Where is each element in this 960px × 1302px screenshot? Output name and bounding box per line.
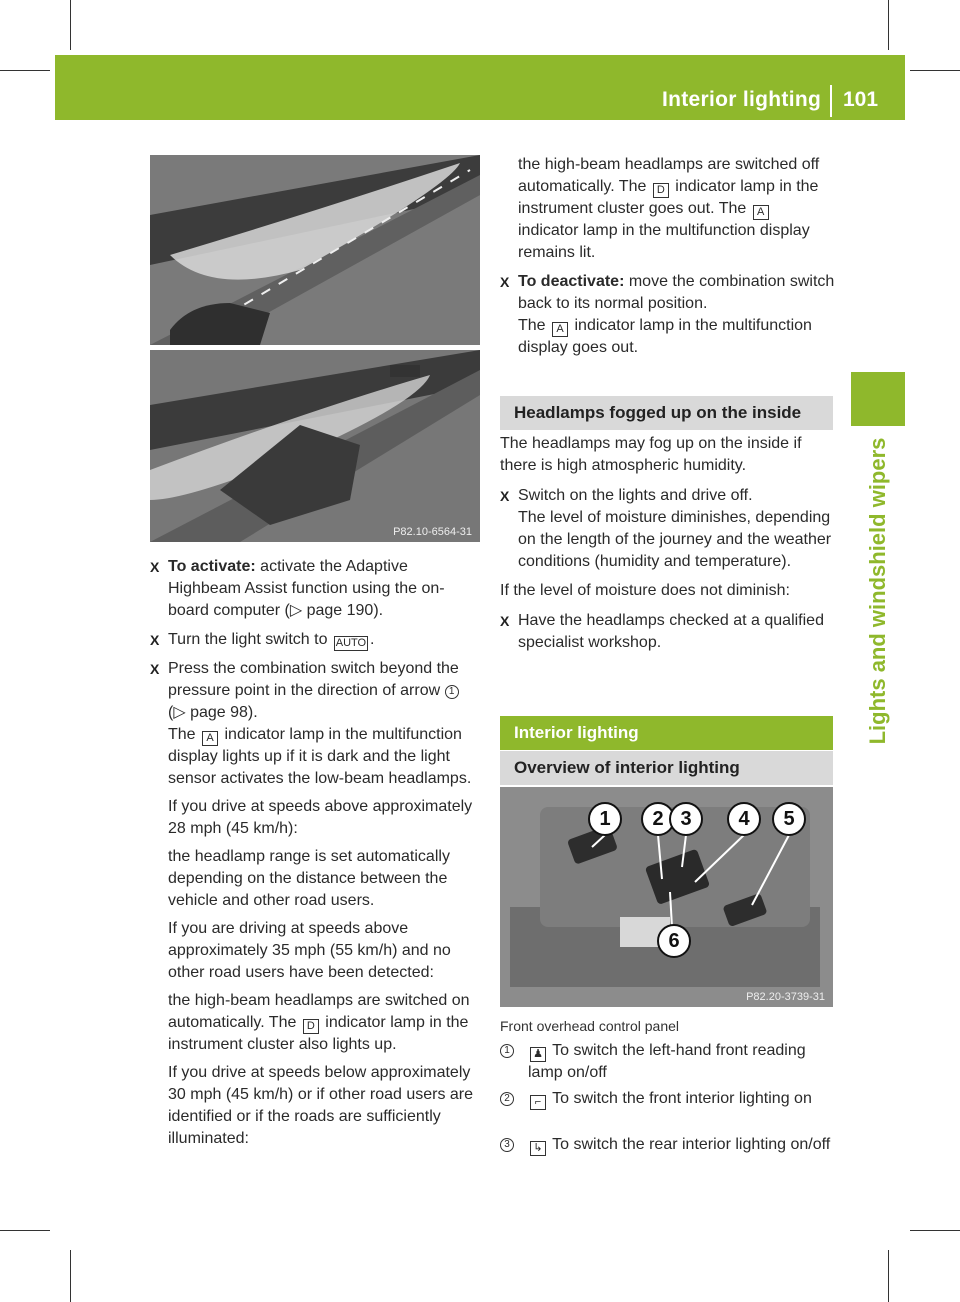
- rear-interior-light-icon: ↳: [530, 1141, 546, 1156]
- callout-5: 5: [772, 802, 806, 836]
- highbeam-assist-icon: A: [753, 205, 769, 220]
- crop-mark: [888, 1250, 889, 1302]
- step-arrow-icon: X: [500, 613, 510, 629]
- step-label: To deactivate:: [518, 273, 625, 290]
- callout-number: 1: [445, 685, 459, 699]
- highbeam-icon: D: [653, 183, 669, 198]
- left-column: [150, 556, 485, 1157]
- header-divider: [830, 85, 832, 117]
- legend-number: 3: [500, 1138, 514, 1152]
- legend-item: [500, 1088, 835, 1110]
- callout-6: 6: [657, 924, 691, 958]
- text: The: [168, 726, 196, 743]
- callout-3: 3: [669, 802, 703, 836]
- front-interior-light-icon: ⌐: [530, 1095, 546, 1110]
- crop-mark: [910, 70, 960, 71]
- figure-code: P82.20-3739-31: [746, 991, 825, 1003]
- step-text: Press the combination switch beyond the pressure point in the direction of arrow: [168, 660, 459, 699]
- step-light-switch: [150, 629, 485, 651]
- step-text: indicator lamp in the multifunction display lights up if it is dark and the light sensor activates the low-beam headlamps.: [168, 726, 472, 787]
- step-arrow-icon: X: [150, 661, 160, 677]
- step-text: Turn the light switch to: [168, 631, 328, 648]
- heading-overview: Overview of interior lighting: [500, 751, 833, 785]
- legend-text: To switch the left-hand front reading lamp on/off: [528, 1042, 806, 1081]
- legend-number: 2: [500, 1092, 514, 1106]
- highbeam-illustration-bottom: [150, 350, 480, 542]
- crop-mark: [910, 1230, 960, 1231]
- paragraph: indicator lamp in the instrument cluster goes out. The: [518, 178, 819, 217]
- step-arrow-icon: X: [150, 632, 160, 648]
- highbeam-illustration-top: [150, 155, 480, 345]
- step-arrow-icon: X: [150, 559, 160, 575]
- page-title: Interior lighting: [662, 88, 822, 111]
- legend-item: [500, 1134, 835, 1156]
- legend-item: [500, 1040, 835, 1084]
- text: The: [518, 317, 546, 334]
- step-arrow-icon: X: [500, 488, 510, 504]
- step-combination-switch: [150, 658, 485, 1150]
- step-switch-on-lights: [500, 485, 835, 573]
- heading-interior-lighting: Interior lighting: [500, 716, 833, 750]
- paragraph: If you drive at speeds above approximately 28 mph (45 km/h):: [168, 798, 473, 837]
- callout-4: 4: [727, 802, 761, 836]
- step-label: To activate:: [168, 558, 256, 575]
- figure-caption: Front overhead control panel: [500, 1018, 679, 1034]
- side-tab-marker: [851, 372, 905, 426]
- paragraph: the headlamp range is set automatically depending on the distance between the vehicle and other road users.: [168, 848, 450, 909]
- road-illustration-icon: [150, 155, 480, 345]
- step-text: The level of moisture diminishes, depending on the length of the journey and the weather conditions (humidity and temperature).: [518, 509, 832, 570]
- reading-lamp-icon: ♟: [530, 1047, 546, 1062]
- step-have-checked: [500, 610, 835, 654]
- side-tab-label: Lights and windshield wipers: [865, 437, 890, 745]
- step-arrow-icon: X: [500, 274, 510, 290]
- legend-number: 1: [500, 1044, 514, 1058]
- crop-mark: [888, 0, 889, 50]
- step-deactivate: [500, 271, 835, 359]
- legend-text: To switch the front interior lighting on: [552, 1090, 812, 1107]
- crop-mark: [70, 1250, 71, 1302]
- callout-1: 1: [588, 802, 622, 836]
- side-tab: [851, 428, 905, 758]
- fog-section: [500, 433, 835, 661]
- punctuation: .: [369, 631, 375, 648]
- highbeam-assist-icon: A: [202, 731, 218, 746]
- paragraph: If you are driving at speeds above approximately 35 mph (55 km/h) and no other road users have been detected:: [168, 920, 451, 981]
- step-text: Have the headlamps checked at a qualified specialist workshop.: [518, 612, 824, 651]
- crop-mark: [0, 1230, 50, 1231]
- callout-2: 2: [641, 802, 675, 836]
- paragraph: The headlamps may fog up on the inside if there is high atmospheric humidity.: [500, 435, 802, 474]
- highbeam-assist-icon: A: [552, 322, 568, 337]
- step-text: activate the Adaptive Highbeam Assist function using the on-board computer (▷ page 190).: [168, 558, 445, 619]
- paragraph: the high-beam headlamps are switched on automatically. The: [168, 992, 470, 1031]
- heading-fogged-headlamps: Headlamps fogged up on the inside: [500, 396, 833, 430]
- car-illustration-icon: [150, 350, 480, 542]
- paragraph: If the level of moisture does not diminish:: [500, 582, 790, 599]
- figure-code: P82.10-6564-31: [393, 526, 472, 538]
- step-text: move the combination switch back to its normal position.: [518, 273, 835, 312]
- crop-mark: [70, 0, 71, 50]
- step-text: Switch on the lights and drive off.: [518, 487, 753, 504]
- right-column: [500, 154, 835, 366]
- crop-mark: [0, 70, 50, 71]
- page-number: 101: [843, 88, 879, 111]
- paragraph: the high-beam headlamps are switched off automatically. The: [518, 156, 820, 195]
- paragraph: If you drive at speeds below approximately 30 mph (45 km/h) or if other road users are identified or if the roads are sufficiently illuminated:: [168, 1064, 474, 1147]
- paragraph: indicator lamp in the multifunction display remains lit.: [518, 222, 810, 261]
- page-reference: (▷ page 98).: [168, 704, 258, 721]
- legend-text: To switch the rear interior lighting on/off: [552, 1136, 831, 1153]
- highbeam-icon: D: [303, 1019, 319, 1034]
- paragraph: indicator lamp in the instrument cluster also lights up.: [168, 1014, 469, 1053]
- auto-icon: AUTO: [335, 637, 367, 649]
- step-text: indicator lamp in the multifunction display goes out.: [518, 317, 812, 356]
- step-activate: [150, 556, 485, 622]
